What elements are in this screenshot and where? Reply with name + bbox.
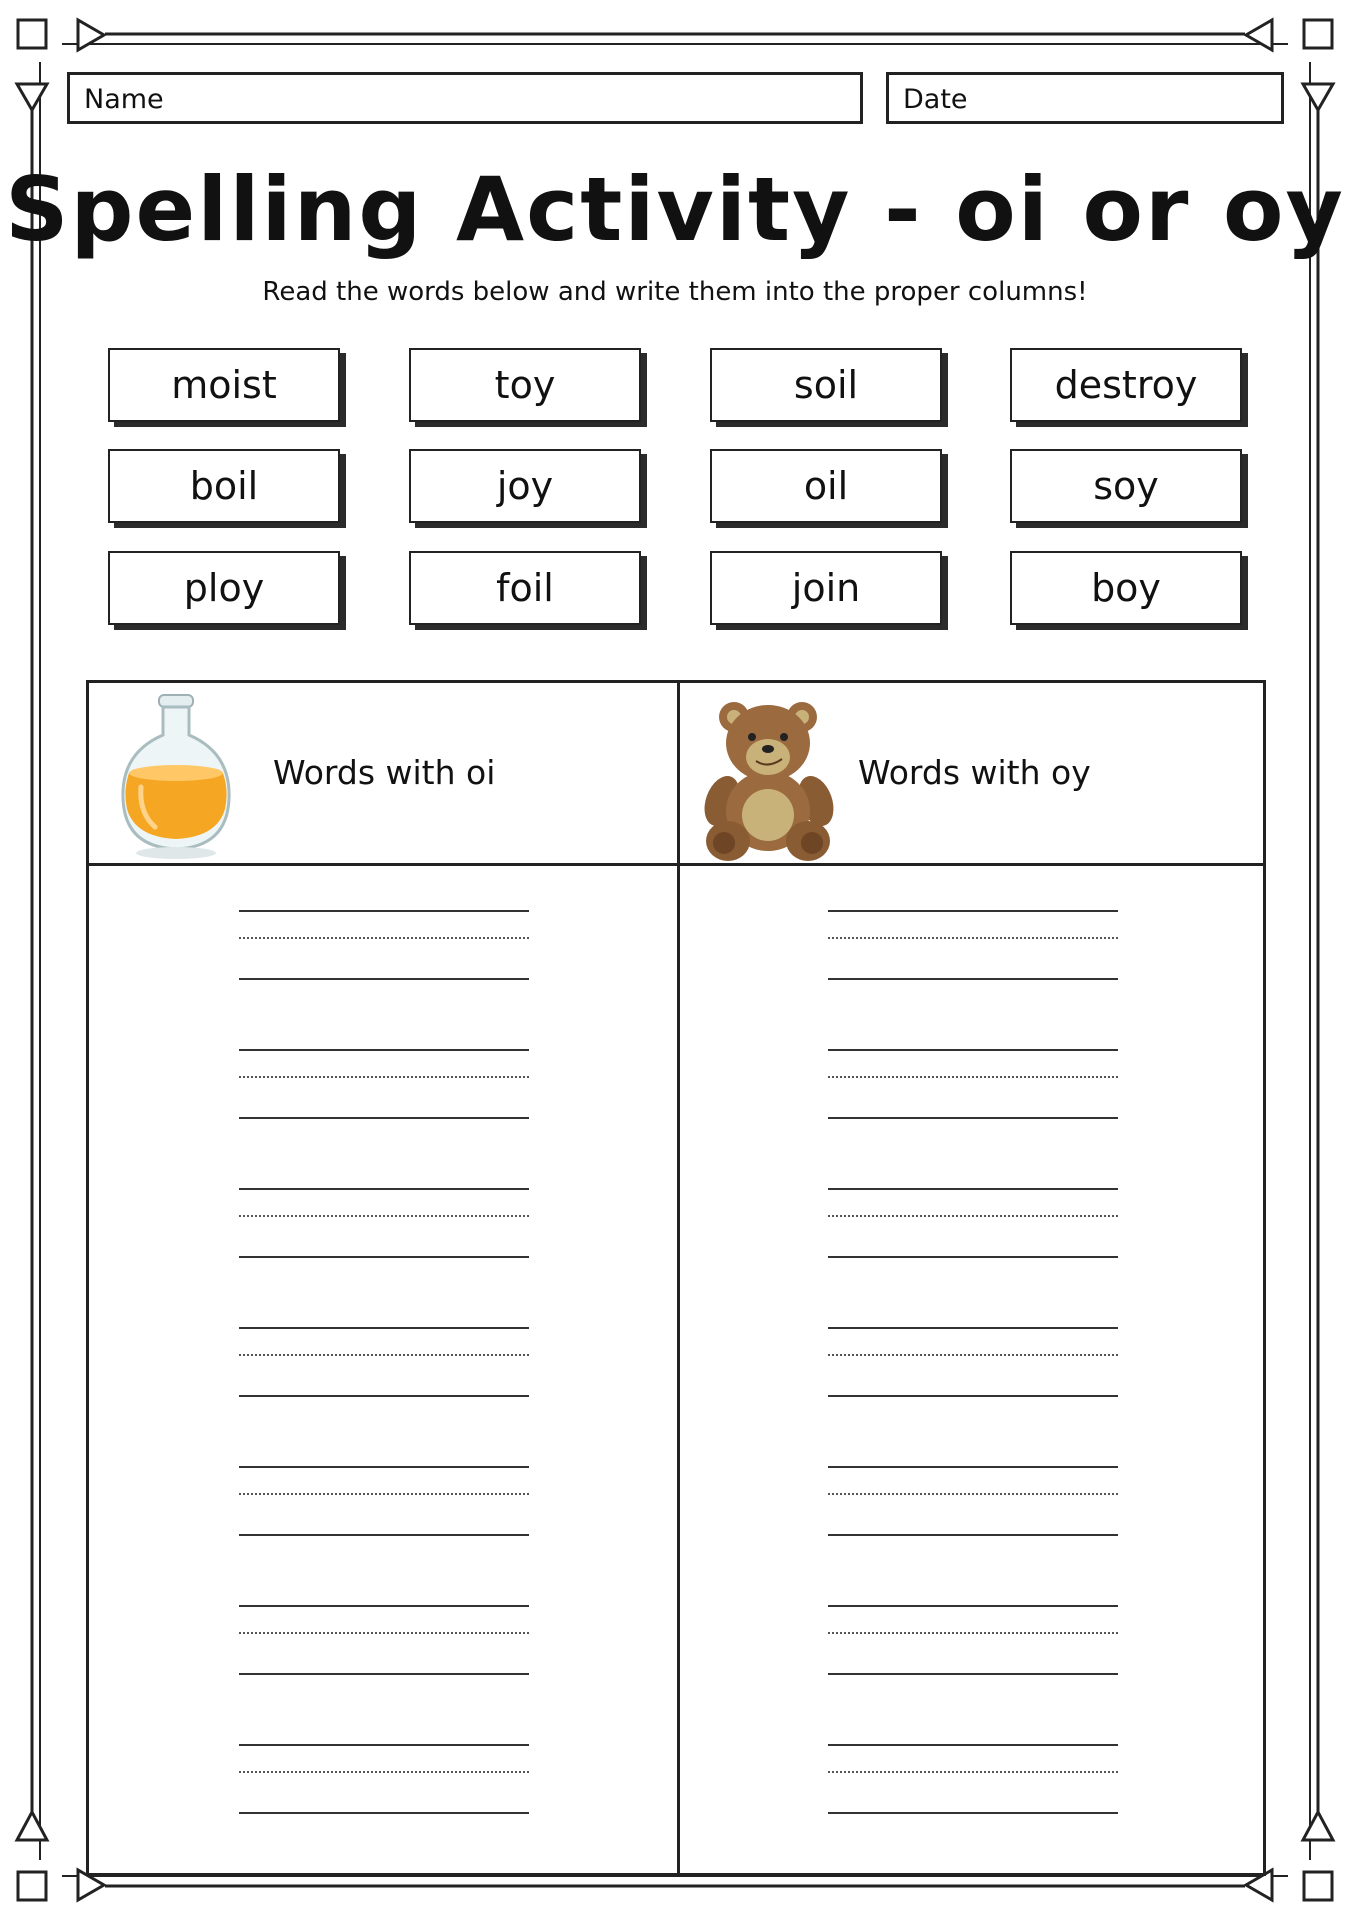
frame-arrow-right bbox=[78, 20, 104, 50]
oil-bottle-icon bbox=[111, 687, 241, 867]
writing-line[interactable] bbox=[239, 1605, 529, 1675]
column-label-oi: Words with oi bbox=[273, 753, 496, 792]
date-field[interactable] bbox=[886, 72, 1284, 124]
date-label: Date bbox=[903, 84, 968, 115]
word-card[interactable]: boy bbox=[1010, 551, 1242, 625]
frame-corner-square bbox=[1304, 20, 1332, 48]
word-card[interactable]: destroy bbox=[1010, 348, 1242, 422]
word-card[interactable]: ploy bbox=[108, 551, 340, 625]
word-card[interactable]: join bbox=[710, 551, 942, 625]
writing-line[interactable] bbox=[239, 1049, 529, 1119]
column-header-oi bbox=[89, 683, 677, 863]
word-card[interactable]: soil bbox=[710, 348, 942, 422]
teddy-bear-icon bbox=[700, 695, 840, 865]
writing-line[interactable] bbox=[239, 1466, 529, 1536]
writing-line[interactable] bbox=[828, 1605, 1118, 1675]
writing-area-oy[interactable] bbox=[680, 866, 1268, 1866]
writing-line[interactable] bbox=[828, 1327, 1118, 1397]
word-card[interactable]: oil bbox=[710, 449, 942, 523]
writing-line[interactable] bbox=[828, 1049, 1118, 1119]
frame-arrow-up bbox=[1303, 1812, 1333, 1840]
frame-arrow-down bbox=[17, 84, 47, 110]
frame-corner-square bbox=[18, 1872, 46, 1900]
frame-arrow-left bbox=[1246, 20, 1272, 50]
writing-line[interactable] bbox=[239, 1327, 529, 1397]
writing-line[interactable] bbox=[828, 910, 1118, 980]
column-label-oy: Words with oy bbox=[858, 753, 1091, 792]
writing-line[interactable] bbox=[828, 1744, 1118, 1814]
name-label: Name bbox=[84, 84, 164, 115]
writing-line[interactable] bbox=[828, 1188, 1118, 1258]
frame-corner-square bbox=[18, 20, 46, 48]
word-card[interactable]: foil bbox=[409, 551, 641, 625]
frame-arrow-up bbox=[17, 1812, 47, 1840]
page-title: Spelling Activity - oi or oy bbox=[5, 158, 1345, 261]
word-card[interactable]: boil bbox=[108, 449, 340, 523]
column-header-oy bbox=[680, 683, 1268, 863]
writing-line[interactable] bbox=[239, 1744, 529, 1814]
word-card[interactable]: soy bbox=[1010, 449, 1242, 523]
frame-arrow-down bbox=[1303, 84, 1333, 110]
name-field[interactable] bbox=[67, 72, 863, 124]
writing-line[interactable] bbox=[239, 1188, 529, 1258]
frame-corner-square bbox=[1304, 1872, 1332, 1900]
word-card[interactable]: joy bbox=[409, 449, 641, 523]
word-card[interactable]: toy bbox=[409, 348, 641, 422]
instructions: Read the words below and write them into the proper columns! bbox=[262, 277, 1088, 307]
writing-area-oi[interactable] bbox=[89, 866, 677, 1866]
sorting-table bbox=[86, 680, 1266, 1876]
word-card[interactable]: moist bbox=[108, 348, 340, 422]
writing-line[interactable] bbox=[239, 910, 529, 980]
writing-line[interactable] bbox=[828, 1466, 1118, 1536]
